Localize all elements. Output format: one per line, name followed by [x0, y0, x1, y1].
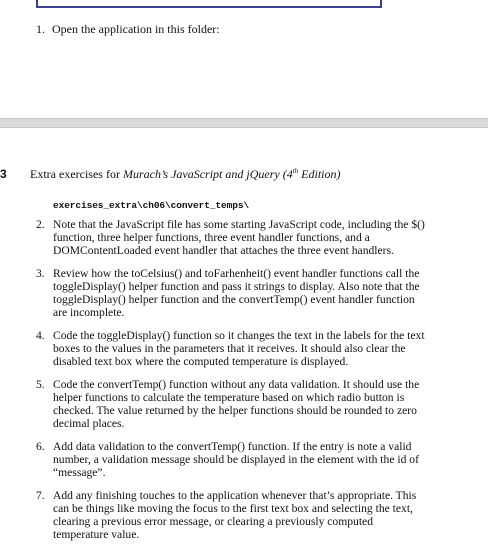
- step-5: [36, 378, 426, 430]
- top-frame-border: [36, 0, 382, 8]
- folder-path: exercises_extra\ch06\convert_temps\: [53, 200, 250, 211]
- header-prefix: Extra exercises for: [30, 167, 123, 181]
- page-header: [30, 167, 340, 182]
- step-3: [36, 267, 426, 319]
- page-number: 3: [0, 167, 7, 181]
- page-separator: [0, 118, 488, 128]
- step-6: [36, 440, 426, 479]
- step-text: Code the toggleDisplay() function so it changes the text in the labels for the text boxes to the values in the parameters that it receives. It should also clear the disabled text box where the computed temperature is displayed.: [53, 329, 425, 368]
- edition-superscript: th: [292, 167, 299, 175]
- step-text: Open the application in this folder:: [52, 22, 220, 36]
- step-2: [36, 218, 426, 257]
- step-1: [36, 22, 220, 37]
- step-number: 3.: [36, 267, 45, 280]
- step-number: 7.: [36, 489, 45, 502]
- step-number: 4.: [36, 329, 45, 342]
- step-text: Add data validation to the convertTemp() function. If the entry is note a valid number, a validation message should be displayed in the element with the id of “message”.: [53, 440, 419, 479]
- step-list: [36, 218, 426, 551]
- step-number: 2.: [36, 218, 45, 231]
- step-7: [36, 489, 426, 541]
- step-number: 5.: [36, 378, 45, 391]
- step-text: Add any finishing touches to the application whenever that’s appropriate. This can be things like moving the focus to the first text box and selecting the text, clearing a previous error message, or clearing a previously computed temperature value.: [53, 489, 417, 541]
- book-title-main: Murach’s JavaScript and jQuery (4: [122, 167, 293, 181]
- step-text: Review how the toCelsius() and toFarhenheit() event handler functions call the toggleDisplay() helper function and pass it strings to display. Also note that the toggleDisplay() helper function and the convertTemp() event handler function are incomplete.: [53, 267, 420, 319]
- step-4: [36, 329, 426, 368]
- book-title-end: Edition): [298, 167, 341, 181]
- step-text: Code the convertTemp() function without any data validation. It should use the helper functions to calculate the temperature based on which radio button is checked. The value returned by the helper functions should be rounded to zero decimal places.: [53, 378, 420, 430]
- step-text: Note that the JavaScript file has some starting JavaScript code, including the $() function, three helper functions, three event handler functions, and a DOMContentLoaded event handler that attaches the three event handlers.: [53, 218, 425, 257]
- step-number: 6.: [36, 440, 45, 453]
- step-number: 1.: [36, 22, 45, 36]
- book-title: [123, 167, 341, 181]
